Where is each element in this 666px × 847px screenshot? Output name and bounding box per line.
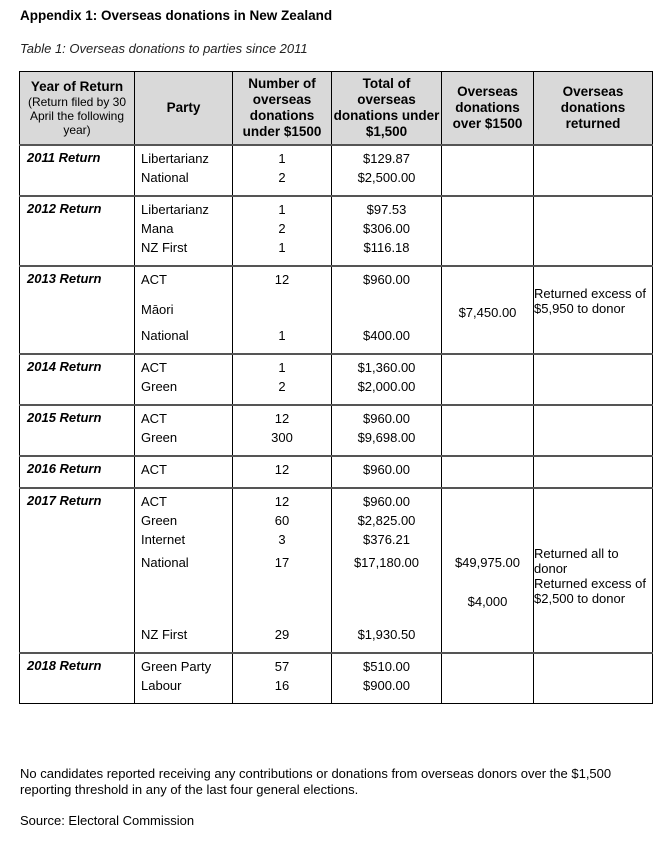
count-value: 17 xyxy=(274,555,290,570)
total-value: $960.00 xyxy=(363,494,410,509)
table-row-group xyxy=(20,354,653,405)
header-party: Party xyxy=(135,72,233,146)
table-caption: Table 1: Overseas donations to parties since 2011 xyxy=(20,41,308,56)
count-value: 60 xyxy=(274,513,290,528)
header-returned: Overseas donations returned xyxy=(534,72,653,146)
year-cell: 2013 Return xyxy=(20,266,135,354)
party-cell xyxy=(135,354,233,405)
total-value: $306.00 xyxy=(363,221,410,236)
total-value: $129.87 xyxy=(363,151,410,166)
table-header-row xyxy=(20,72,653,146)
total-cell xyxy=(332,354,442,405)
count-value: 1 xyxy=(278,240,286,255)
party-cell xyxy=(135,145,233,196)
table-row-group xyxy=(20,653,653,704)
count-value: 57 xyxy=(274,659,290,674)
over-cell xyxy=(442,196,534,266)
total-value xyxy=(332,293,441,326)
party-value: Green xyxy=(141,513,178,528)
party-value: ACT xyxy=(141,411,167,426)
returned-value: Returned all to donor xyxy=(534,546,619,576)
party-cell xyxy=(135,488,233,653)
party-value: NZ First xyxy=(141,627,188,642)
total-value: $9,698.00 xyxy=(357,430,416,445)
party-value: Māori xyxy=(141,302,174,317)
total-value: $116.18 xyxy=(363,240,410,255)
year-cell: 2012 Return xyxy=(20,196,135,266)
count-value: 1 xyxy=(278,202,286,217)
count-cell xyxy=(233,653,332,704)
over-value: $49,975.00 xyxy=(454,555,521,570)
total-value: $1,930.50 xyxy=(357,627,416,642)
returned-cell xyxy=(534,145,653,196)
party-value: ACT xyxy=(141,462,167,477)
over-cell xyxy=(442,354,534,405)
count-value: 16 xyxy=(274,678,290,693)
count-value: 2 xyxy=(278,170,286,185)
returned-cell xyxy=(534,456,653,488)
count-cell xyxy=(233,145,332,196)
party-value: ACT xyxy=(141,272,167,287)
count-value: 29 xyxy=(274,627,290,642)
table-row-group xyxy=(20,266,653,354)
returned-cell xyxy=(534,196,653,266)
total-cell xyxy=(332,653,442,704)
year-cell: 2016 Return xyxy=(20,456,135,488)
returned-cell xyxy=(534,405,653,456)
party-value: Green xyxy=(141,430,178,445)
over-cell xyxy=(442,145,534,196)
over-cell xyxy=(442,266,534,354)
party-value: ACT xyxy=(141,360,167,375)
year-cell: 2018 Return xyxy=(20,653,135,704)
over-value: $7,450.00 xyxy=(458,305,517,320)
returned-value: Returned excess of $2,500 to donor xyxy=(534,576,647,606)
over-cell xyxy=(442,653,534,704)
source-note: Source: Electoral Commission xyxy=(20,813,195,828)
header-year-sublabel: (Return filed by 30 April the following year) xyxy=(27,95,127,137)
count-value: 12 xyxy=(274,272,290,287)
total-value: $1,360.00 xyxy=(357,360,416,375)
total-cell xyxy=(332,405,442,456)
total-value: $900.00 xyxy=(363,678,410,693)
party-value: Libertarianz xyxy=(141,151,209,166)
party-cell xyxy=(135,456,233,488)
table-row-group xyxy=(20,405,653,456)
count-value: 2 xyxy=(278,221,286,236)
header-year xyxy=(20,72,135,146)
count-value xyxy=(233,293,331,326)
party-value: Green xyxy=(141,379,178,394)
over-value: $4,000 xyxy=(467,594,508,609)
count-value: 12 xyxy=(274,462,290,477)
count-value: 300 xyxy=(271,430,293,445)
count-cell xyxy=(233,354,332,405)
table-row-group xyxy=(20,145,653,196)
footnote: No candidates reported receiving any contributions or donations from overseas donors over the $1,500 reporting threshold in any of the last four general elections. xyxy=(20,766,612,797)
count-cell xyxy=(233,266,332,354)
appendix-heading: Appendix 1: Overseas donations in New Zealand xyxy=(20,8,333,23)
total-value: $97.53 xyxy=(366,202,407,217)
total-value: $400.00 xyxy=(363,328,410,343)
total-value: $2,000.00 xyxy=(357,379,416,394)
party-value: Mana xyxy=(141,221,174,236)
over-cell xyxy=(442,405,534,456)
returned-cell xyxy=(534,653,653,704)
party-value: Libertarianz xyxy=(141,202,209,217)
total-value: $960.00 xyxy=(363,411,410,426)
total-value xyxy=(332,572,441,625)
year-cell: 2014 Return xyxy=(20,354,135,405)
party-value: National xyxy=(141,170,189,185)
party-value: National xyxy=(141,555,189,570)
count-cell xyxy=(233,488,332,653)
party-value: ACT xyxy=(141,494,167,509)
party-value: Internet xyxy=(141,532,186,547)
party-cell xyxy=(135,405,233,456)
count-value: 12 xyxy=(274,411,290,426)
total-value: $510.00 xyxy=(363,659,410,674)
header-year-label: Year of Return xyxy=(30,79,124,94)
header-over: Overseas donations over $1500 xyxy=(442,72,534,146)
year-cell: 2015 Return xyxy=(20,405,135,456)
party-value xyxy=(135,572,232,625)
party-cell xyxy=(135,266,233,354)
total-value: $960.00 xyxy=(363,462,410,477)
year-cell: 2017 Return xyxy=(20,488,135,653)
party-value: Labour xyxy=(141,678,182,693)
over-cell xyxy=(442,456,534,488)
returned-cell xyxy=(534,488,653,653)
total-value: $2,825.00 xyxy=(357,513,416,528)
overseas-donations-table xyxy=(19,71,653,704)
party-value: Green Party xyxy=(141,659,212,674)
party-cell xyxy=(135,653,233,704)
returned-cell xyxy=(534,266,653,354)
returned-value: Returned excess of $5,950 to donor xyxy=(534,286,647,316)
total-cell xyxy=(332,456,442,488)
count-value: 1 xyxy=(278,328,286,343)
count-value: 3 xyxy=(278,532,286,547)
total-value: $17,180.00 xyxy=(353,555,420,570)
table-row-group xyxy=(20,196,653,266)
year-cell: 2011 Return xyxy=(20,145,135,196)
count-value: 1 xyxy=(278,151,286,166)
count-value xyxy=(233,572,331,625)
party-cell xyxy=(135,196,233,266)
total-cell xyxy=(332,266,442,354)
count-value: 1 xyxy=(278,360,286,375)
total-cell xyxy=(332,196,442,266)
total-cell xyxy=(332,145,442,196)
returned-cell xyxy=(534,354,653,405)
count-cell xyxy=(233,456,332,488)
count-value: 12 xyxy=(274,494,290,509)
total-cell xyxy=(332,488,442,653)
party-value: NZ First xyxy=(141,240,188,255)
count-cell xyxy=(233,196,332,266)
table-row-group xyxy=(20,456,653,488)
count-value: 2 xyxy=(278,379,286,394)
total-value: $2,500.00 xyxy=(357,170,416,185)
header-count: Number of overseas donations under $1500 xyxy=(233,72,332,146)
total-value: $960.00 xyxy=(363,272,410,287)
total-value: $376.21 xyxy=(363,532,410,547)
table-row-group xyxy=(20,488,653,653)
over-cell xyxy=(442,488,534,653)
party-value: National xyxy=(141,328,189,343)
header-total: Total of overseas donations under $1,500 xyxy=(332,72,442,146)
count-cell xyxy=(233,405,332,456)
